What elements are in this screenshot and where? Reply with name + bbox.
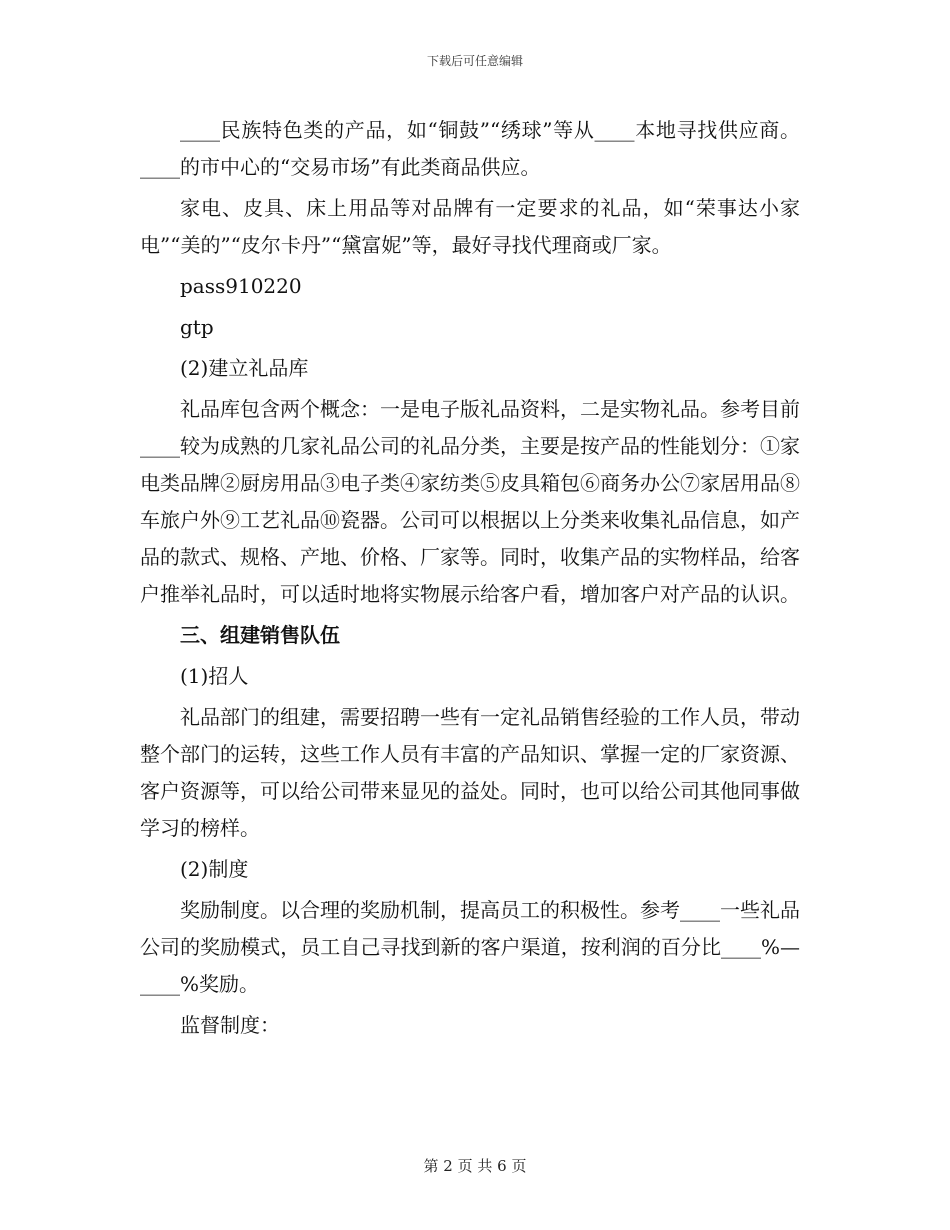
paragraph-gift-library: 礼品库包含两个概念：一是电子版礼品资料，二是实物礼品。参考目前____较为成熟的几家礼品公司的礼品分类，主要是按产品的性能划分：①家电类品牌②厨房用品③电子类④家纺类⑤皮具箱包⑥商务办公⑦家居用品⑧车旅户外⑨工艺礼品⑩瓷器。公司可以根据以上分类来收集礼品信息，如产品的款式、规格、产地、价格、厂家等。同时，收集产品的实物样品，给客户推举礼品时，可以适时地将实物展示给客户看，增加客户对产品的认识。 [140,397,800,606]
document-body [140,112,800,1044]
paragraph-recruit: 礼品部门的组建，需要招聘一些有一定礼品销售经验的工作人员，带动整个部门的运转，这些工作人员有丰富的产品知识、掌握一定的厂家资源、客户资源等，可以给公司带来显见的益处。同时，也可以给公司其他同事做学习的榜样。 [140,705,800,840]
page-number: 第 2 页 共 6 页 [423,1157,527,1175]
paragraph-pass-code: pass910220 [180,274,302,298]
paragraph-supervision-system: 监督制度： [180,1013,280,1037]
subheading-recruit: (1)招人 [180,664,249,688]
paragraph-ethnic-products: ____民族特色类的产品，如“铜鼓”“绣球”等从____本地寻找供应商。____的市中心的“交易市场”有此类商品供应。 [140,118,800,179]
subheading-gift-library: (2)建立礼品库 [180,356,309,380]
paragraph-brand-gifts: 家电、皮具、床上用品等对品牌有一定要求的礼品，如“荣事达小家电”“美的”“皮尔卡丹”“黛富妮”等，最好寻找代理商或厂家。 [140,196,800,257]
section-heading-sales-team: 三、组建销售队伍 [180,623,340,647]
subheading-system: (2)制度 [180,857,249,881]
paragraph-reward-system: 奖励制度。以合理的奖励机制，提高员工的积极性。参考____一些礼品公司的奖励模式，员工自己寻找到新的客户渠道，按利润的百分比____%—____%奖励。 [140,898,800,996]
header-note: 下载后可任意编辑 [426,54,523,68]
paragraph-gtp: gtp [180,315,214,339]
